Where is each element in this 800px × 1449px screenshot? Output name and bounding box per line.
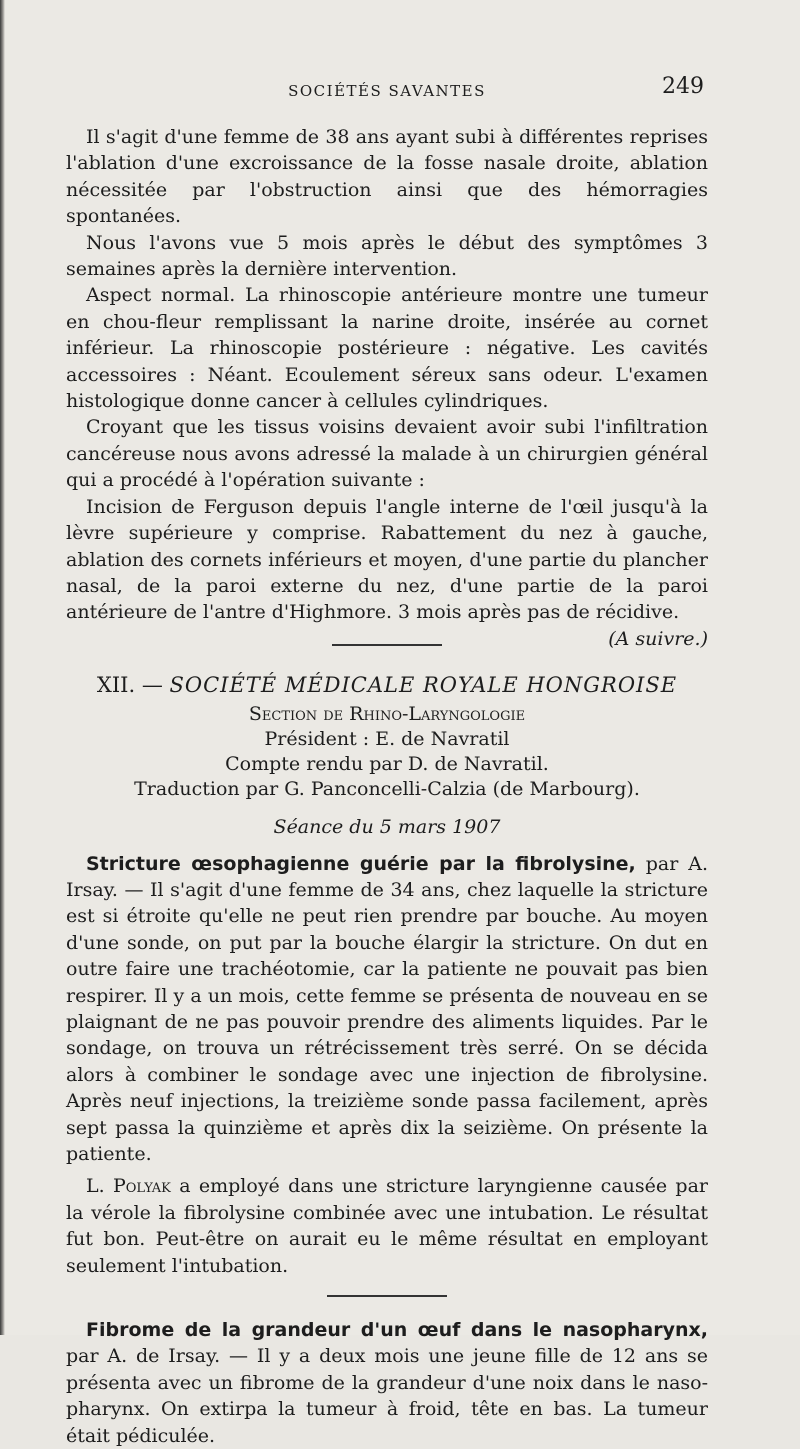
article-divider xyxy=(327,1295,447,1297)
section-number: XII. — xyxy=(96,672,163,697)
article-body: — Il s'agit d'une femme de 34 ans, chez laquelle la stricture est si étroite qu'elle ne peut rien prendre par bouche. Au moyen d'une sonde, on put par la bouche élargir la stricture. On dut en outre faire une trachéotomie, car la patiente ne pouvait pas bien respirer. Il y a un mois, cette femme se présenta de nouveau en se plaignant de ne pas pouvoir prendre des aliments liquides. Par le sondage, on trouva un rétrécissement très serré. On se décida alors à combiner le sondage avec une injection de fibrolysine. Après neuf injections, la treizième sonde passa facilement, après sept passa la quinzième et après dix la seizième. On présente la patiente. xyxy=(66,878,708,1165)
society-name: SOCIÉTÉ MÉDICALE ROYALE HONGROISE xyxy=(169,672,678,697)
case-paragraph: Nous l'avons vue 5 mois après le début des symptômes 3 semaines après la dernière intervention. xyxy=(66,231,708,281)
section-divider xyxy=(332,644,442,646)
article-fibrome xyxy=(66,1317,708,1449)
session-date: Séance du 5 mars 1907 xyxy=(273,816,501,839)
page-number: 249 xyxy=(662,74,704,99)
running-head xyxy=(66,74,708,104)
binding-edge xyxy=(0,0,5,1335)
case-paragraph: Il s'agit d'une femme de 38 ans ayant subi à différentes reprises l'ablation d'une excroissance de la fosse nasale droite, ablation nécessitée par l'obstruction ainsi que des hémorragies spontanées. xyxy=(66,126,708,228)
discussion-paragraph xyxy=(66,1173,708,1279)
article-body: — Il y a deux mois une jeune fille de 12 ans se présenta avec un fibrome de la grandeur d'une noix dans le naso-pharynx. On extirpa la tumeur à froid, tête en bas. La tumeur était pédiculée. xyxy=(66,1345,708,1447)
case-paragraph: Aspect normal. La rhinoscopie antérieure montre une tumeur en chou-fleur remplissant la narine droite, insérée au cornet inférieur. La rhinoscopie postérieure : négative. Les cavités accessoires : Néant. Ecoulement séreux sans odeur. L'examen histologique donne cancer à cellules cylindriques. xyxy=(66,284,708,413)
article-title: Fibrome de la grandeur d'un œuf dans le nasopharynx, xyxy=(86,1319,708,1342)
discussion-text: a employé dans une stricture laryngienne causée par la vérole la fibrolysine combinée avec une intubation. Le résultat fut bon. Peut-être on aurait eu le même résultat en employant seulement l'intubation. xyxy=(66,1175,708,1277)
report-line: Compte rendu par D. de Navratil. xyxy=(225,753,549,776)
page-content xyxy=(66,74,708,1449)
discussant-name: L. Polyak xyxy=(86,1175,171,1198)
case-paragraph-text: Incision de Ferguson depuis l'angle interne de l'œil jusqu'à la lèvre supérieure y comprise. Rabattement du nez à gauche, ablation des cornets inférieurs et moyen, d'une partie du plancher nasal, de la paroi externe du nez, d'une partie de la paroi antérieure de l'antre d'Highmore. 3 mois après pas de récidive. xyxy=(66,495,708,624)
running-title: SOCIÉTÉS SAVANTES xyxy=(288,82,486,100)
translation-line: Traduction par G. Panconcelli-Calzia (de Marbourg). xyxy=(134,778,640,801)
case-paragraph-last xyxy=(66,494,708,650)
to-be-continued: (A suivre.) xyxy=(608,627,708,650)
article-stricture xyxy=(66,851,708,1168)
article-title: Stricture œsophagienne guérie par la fibrolysine, xyxy=(86,852,636,875)
article-byline: par A. Irsay. xyxy=(66,852,708,901)
president-line: Président : E. de Navratil xyxy=(264,728,510,751)
section-subtitle: Section de Rhino-Laryngologie xyxy=(248,703,526,726)
article-byline: par A. de Irsay. xyxy=(66,1345,221,1368)
section-heading xyxy=(66,672,708,698)
case-paragraph: Croyant que les tissus voisins devaient avoir subi l'infiltration cancéreuse nous avons adressé la malade à un chirurgien général qui a procédé à l'opération suivante : xyxy=(66,416,708,492)
